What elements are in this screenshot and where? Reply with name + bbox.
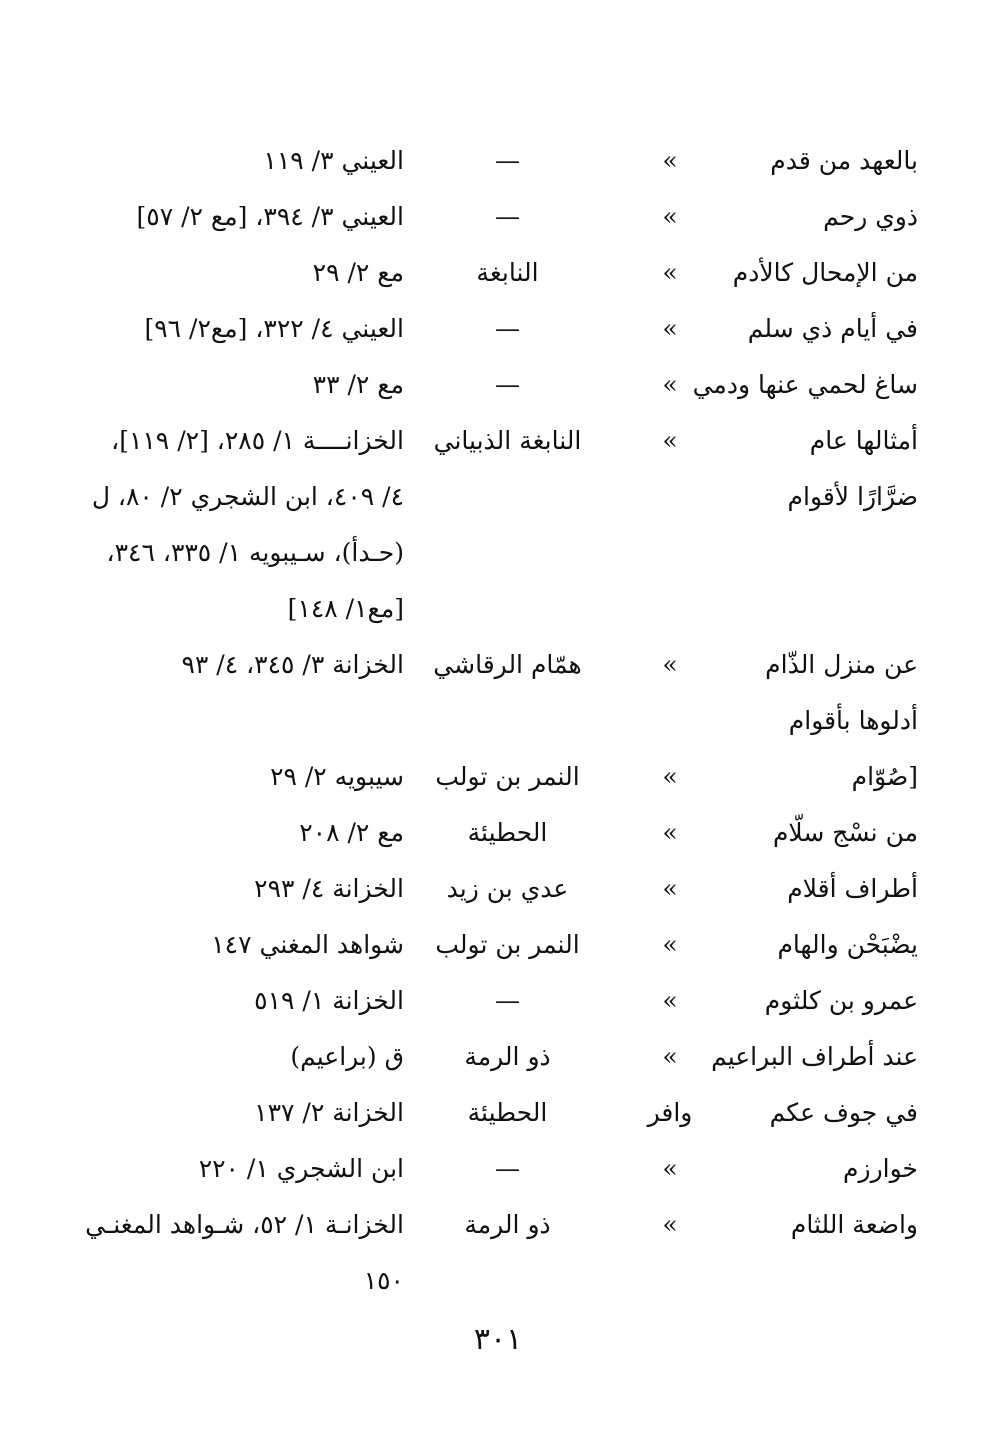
source-reference [64, 301, 404, 357]
verse-index-table [0, 133, 996, 1309]
poet: عدي بن زيد [446, 874, 569, 903]
index-row [0, 1085, 996, 1141]
verse-ending-line: من نسْج سلّام [772, 818, 918, 847]
source-reference [64, 133, 404, 189]
poet: ذو الرمة [464, 1210, 551, 1239]
verse-ending-line: ساغ لحمي عنها ودمي [692, 370, 918, 399]
poet: النمر بن تولب [435, 762, 580, 791]
index-row [0, 637, 996, 749]
verse-ending-line: عن منزل الذّام [765, 650, 918, 679]
source-reference-line: مع ٢/ ٢٠٨ [299, 818, 404, 847]
verse-ending [678, 1197, 918, 1253]
source-reference [64, 357, 404, 413]
source-reference-line: العيني ٤/ ٣٢٢، [مع٢/ ٩٦] [144, 314, 404, 343]
meter: « [662, 426, 678, 455]
poet: النمر بن تولب [435, 930, 580, 959]
verse-ending [678, 1141, 918, 1197]
source-reference [64, 861, 404, 917]
verse-ending-line: أطراف أقلام [787, 874, 918, 903]
index-row [0, 413, 996, 637]
source-reference [64, 1029, 404, 1085]
verse-ending [678, 1085, 918, 1141]
poet: — [495, 1154, 520, 1183]
source-reference-line: سيبويه ٢/ ٢٩ [270, 762, 404, 791]
verse-ending [678, 1029, 918, 1085]
meter: « [662, 818, 678, 847]
poet: — [495, 986, 520, 1015]
source-reference [64, 917, 404, 973]
index-row [0, 1141, 996, 1197]
verse-ending-line: [صُوّام [851, 762, 918, 791]
verse-ending-line: أدلوها بأقوام [788, 706, 918, 735]
poet: — [495, 314, 520, 343]
meter: « [662, 650, 678, 679]
source-reference-line: ٤/ ٤٠٩، ابن الشجري ٢/ ٨٠، ل [91, 482, 404, 511]
index-row [0, 1197, 996, 1309]
index-row [0, 357, 996, 413]
verse-ending-line: ضرَّارًا لأقوام [787, 482, 918, 511]
poet: الحطيئة [467, 1098, 548, 1127]
index-row [0, 749, 996, 805]
poet: الحطيئة [467, 818, 548, 847]
meter: « [662, 986, 678, 1015]
source-reference [64, 1197, 404, 1309]
verse-ending [678, 133, 918, 189]
poet: ذو الرمة [464, 1042, 551, 1071]
source-reference-line: الخزانة ٢/ ١٣٧ [254, 1098, 404, 1127]
poet: — [495, 202, 520, 231]
page-number: ٣٠١ [473, 1322, 523, 1357]
verse-ending-line: في جوف عكم [769, 1098, 918, 1127]
source-reference-line: العيني ٣/ ١١٩ [263, 146, 404, 175]
verse-ending [678, 245, 918, 301]
source-reference-line: (حـدأ)، سـيبويه ١/ ٣٣٥، ٣٤٦، [106, 538, 404, 567]
verse-ending-line: أمثالها عام [809, 426, 918, 455]
verse-ending [678, 917, 918, 973]
poet: — [495, 370, 520, 399]
source-reference [64, 245, 404, 301]
index-row [0, 973, 996, 1029]
source-reference [64, 413, 404, 637]
meter: « [662, 258, 678, 287]
verse-ending-line: عمرو بن كلثوم [764, 986, 918, 1015]
meter: « [662, 370, 678, 399]
poet: النابغة [476, 258, 539, 287]
index-row [0, 245, 996, 301]
meter: « [662, 874, 678, 903]
index-row [0, 805, 996, 861]
verse-ending-line: خوارزم [843, 1154, 918, 1183]
meter: « [662, 930, 678, 959]
source-reference-line: ١٥٠ [363, 1266, 404, 1295]
verse-ending [678, 357, 918, 413]
index-row [0, 301, 996, 357]
meter: « [662, 202, 678, 231]
verse-ending [678, 973, 918, 1029]
poet: — [495, 146, 520, 175]
source-reference [64, 1141, 404, 1197]
verse-ending [678, 413, 918, 525]
verse-ending [678, 749, 918, 805]
index-row [0, 861, 996, 917]
meter: وافر [647, 1098, 693, 1127]
source-reference-line: مع ٢/ ٣٣ [312, 370, 404, 399]
source-reference [64, 189, 404, 245]
source-reference-line: [مع١/ ١٤٨] [287, 594, 404, 623]
poet: همّام الرقاشي [433, 650, 582, 679]
source-reference-line: شواهد المغني ١٤٧ [211, 930, 404, 959]
source-reference-line: ابن الشجري ١/ ٢٢٠ [198, 1154, 404, 1183]
source-reference-line: الخزانة ١/ ٥١٩ [254, 986, 404, 1015]
source-reference-line: مع ٢/ ٢٩ [312, 258, 404, 287]
source-reference [64, 973, 404, 1029]
index-row [0, 133, 996, 189]
verse-ending [678, 637, 918, 749]
meter: « [662, 146, 678, 175]
verse-ending [678, 861, 918, 917]
meter: « [662, 314, 678, 343]
source-reference [64, 749, 404, 805]
verse-ending-line: واضعة اللثام [790, 1210, 918, 1239]
verse-ending-line: في أيام ذي سلم [747, 314, 918, 343]
index-row [0, 1029, 996, 1085]
source-reference-line: الخزانة ٤/ ٢٩٣ [254, 874, 404, 903]
poet: النابغة الذبياني [433, 426, 582, 455]
verse-ending [678, 805, 918, 861]
source-reference-line: الخزانــــة ١/ ٢٨٥، [٢/ ١١٩]، [111, 426, 404, 455]
source-reference-line: العيني ٣/ ٣٩٤، [مع ٢/ ٥٧] [136, 202, 404, 231]
index-row [0, 917, 996, 973]
verse-ending-line: ذوي رحم [823, 202, 918, 231]
meter: « [662, 1042, 678, 1071]
verse-ending-line: بالعهد من قدم [770, 146, 918, 175]
source-reference-line: الخزانة ٣/ ٣٤٥، ٤/ ٩٣ [181, 650, 404, 679]
source-reference [64, 1085, 404, 1141]
index-row [0, 189, 996, 245]
verse-ending [678, 189, 918, 245]
verse-ending [678, 301, 918, 357]
meter: « [662, 1210, 678, 1239]
verse-ending-line: عند أطراف البراعيم [711, 1042, 918, 1071]
verse-ending-line: يضْبَحْن والهام [777, 930, 918, 959]
verse-ending-line: من الإمحال كالأدم [732, 258, 918, 287]
source-reference [64, 637, 404, 693]
source-reference-line: ق (براعيم) [290, 1042, 404, 1071]
meter: « [662, 762, 678, 791]
source-reference-line: الخزانـة ١/ ٥٢، شـواهد المغنـي [85, 1210, 404, 1239]
meter: « [662, 1154, 678, 1183]
source-reference [64, 805, 404, 861]
